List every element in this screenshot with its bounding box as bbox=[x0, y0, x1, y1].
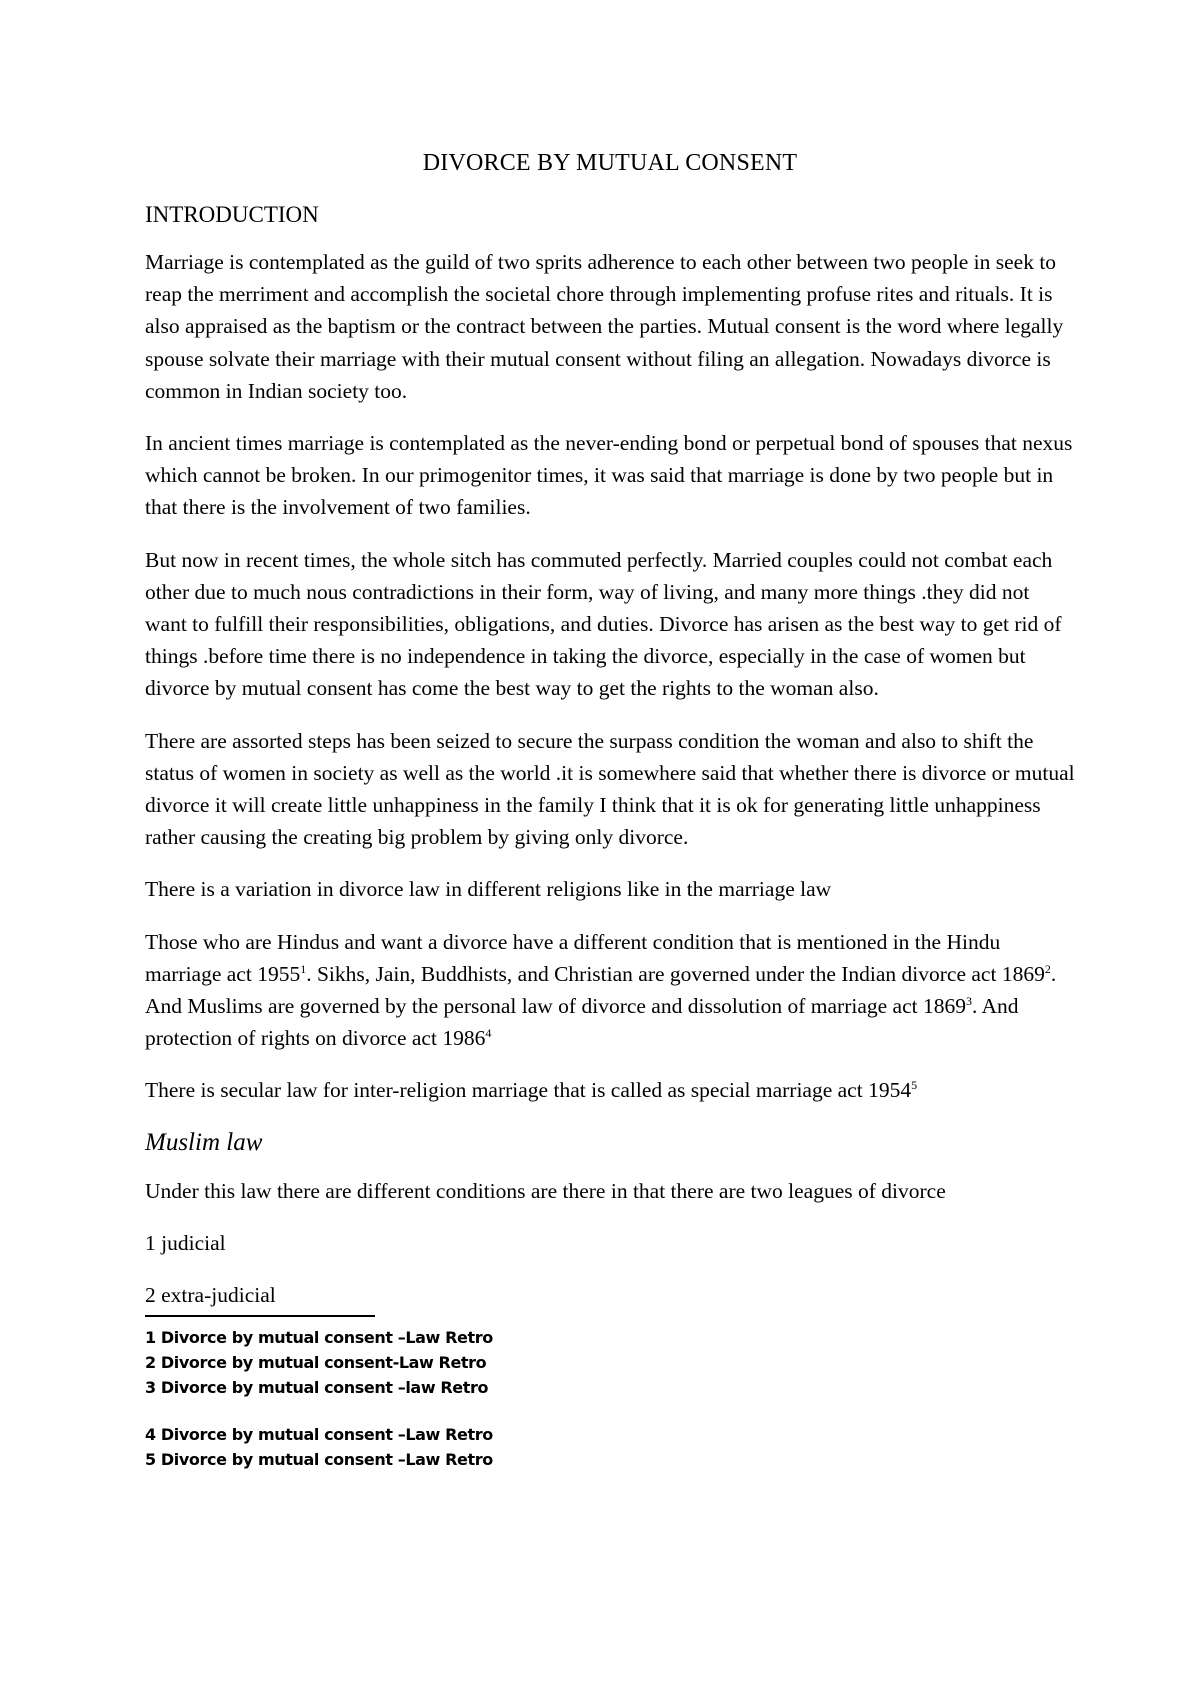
footnote-ref: 1 bbox=[300, 961, 307, 976]
paragraph: In ancient times marriage is contemplated as the never-ending bond or perpetual bond of spouses that nexus which cannot be broken. In our primogenitor times, it was said that marriage is done by two people but in that there is the involvement of two families. bbox=[145, 431, 1073, 520]
footnote-ref: 3 bbox=[965, 993, 972, 1008]
acts-text: . Sikhs, Jain, Buddhists, and Christian are governed under the Indian divorce act 1869 bbox=[306, 961, 1045, 986]
paragraph: There is a variation in divorce law in different religions like in the marriage law bbox=[145, 877, 832, 902]
document-title: DIVORCE BY MUTUAL CONSENT bbox=[422, 150, 798, 176]
footnote: 3 Divorce by mutual consent –law Retro bbox=[145, 1378, 489, 1398]
acts-text: Those who are Hindus and want a divorce have a different condition that is mentioned in the Hindu marriage act 1955 bbox=[145, 929, 1001, 986]
footnote: 2 Divorce by mutual consent-Law Retro bbox=[145, 1353, 487, 1373]
paragraph: There are assorted steps has been seized to secure the surpass condition the woman and also to shift the status of women in society as well as the world .it is somewhere said that whether there is divorce or mutual divorce it will create little unhappiness in the family I think that it is ok for generating little unhappiness rather causing the creating big problem by giving only divorce. bbox=[145, 728, 1075, 850]
acts-text: . And protection of rights on divorce act 1986 bbox=[145, 994, 1019, 1051]
secular-text: There is secular law for inter-religion marriage that is called as special marriage act 1954 bbox=[145, 1078, 912, 1103]
footnote-gap bbox=[145, 1400, 1075, 1422]
footnote-separator bbox=[145, 1315, 375, 1317]
acts-paragraph bbox=[145, 926, 1075, 1055]
footnote-ref: 2 bbox=[1044, 961, 1051, 976]
acts-text: . And Muslims are governed by the personal law of divorce and dissolution of marriage act 1869 bbox=[145, 961, 1057, 1019]
footnote-ref: 5 bbox=[911, 1078, 918, 1093]
document-body bbox=[145, 148, 1075, 1472]
divorce-type-item: 1 judicial bbox=[145, 1230, 226, 1255]
footnote-ref: 4 bbox=[485, 1026, 492, 1041]
paragraph: But now in recent times, the whole sitch has commuted perfectly. Married couples could not combat each other due to much nous contradictions in their form, way of living, and many more things .they did not want to fulfill their responsibilities, obligations, and duties. Divorce has arisen as the best way to get rid of things .before time there is no independence in taking the divorce, especially in the case of women but divorce by mutual consent has come the best way to get the rights to the woman also. bbox=[145, 547, 1062, 701]
footnotes bbox=[145, 1325, 1075, 1472]
footnote: 4 Divorce by mutual consent –Law Retro bbox=[145, 1425, 493, 1445]
introduction-heading: INTRODUCTION bbox=[145, 202, 319, 227]
divorce-type-item: 2 extra-judicial bbox=[145, 1283, 276, 1308]
footnote: 5 Divorce by mutual consent –Law Retro bbox=[145, 1450, 493, 1470]
muslim-law-heading: Muslim law bbox=[145, 1128, 263, 1156]
secular-paragraph bbox=[145, 1074, 1075, 1106]
muslim-law-intro: Under this law there are different conditions are there in that there are two leagues of divorce bbox=[145, 1178, 946, 1203]
paragraph: Marriage is contemplated as the guild of two sprits adherence to each other between two people in seek to reap the merriment and accomplish the societal chore through implementing profuse rites and rituals. It is also appraised as the baptism or the contract between the parties. Mutual consent is the word where legally spouse solvate their marriage with their mutual consent without filing an allegation. Nowadays divorce is common in Indian society too. bbox=[145, 250, 1064, 403]
footnote: 1 Divorce by mutual consent –Law Retro bbox=[145, 1328, 493, 1348]
